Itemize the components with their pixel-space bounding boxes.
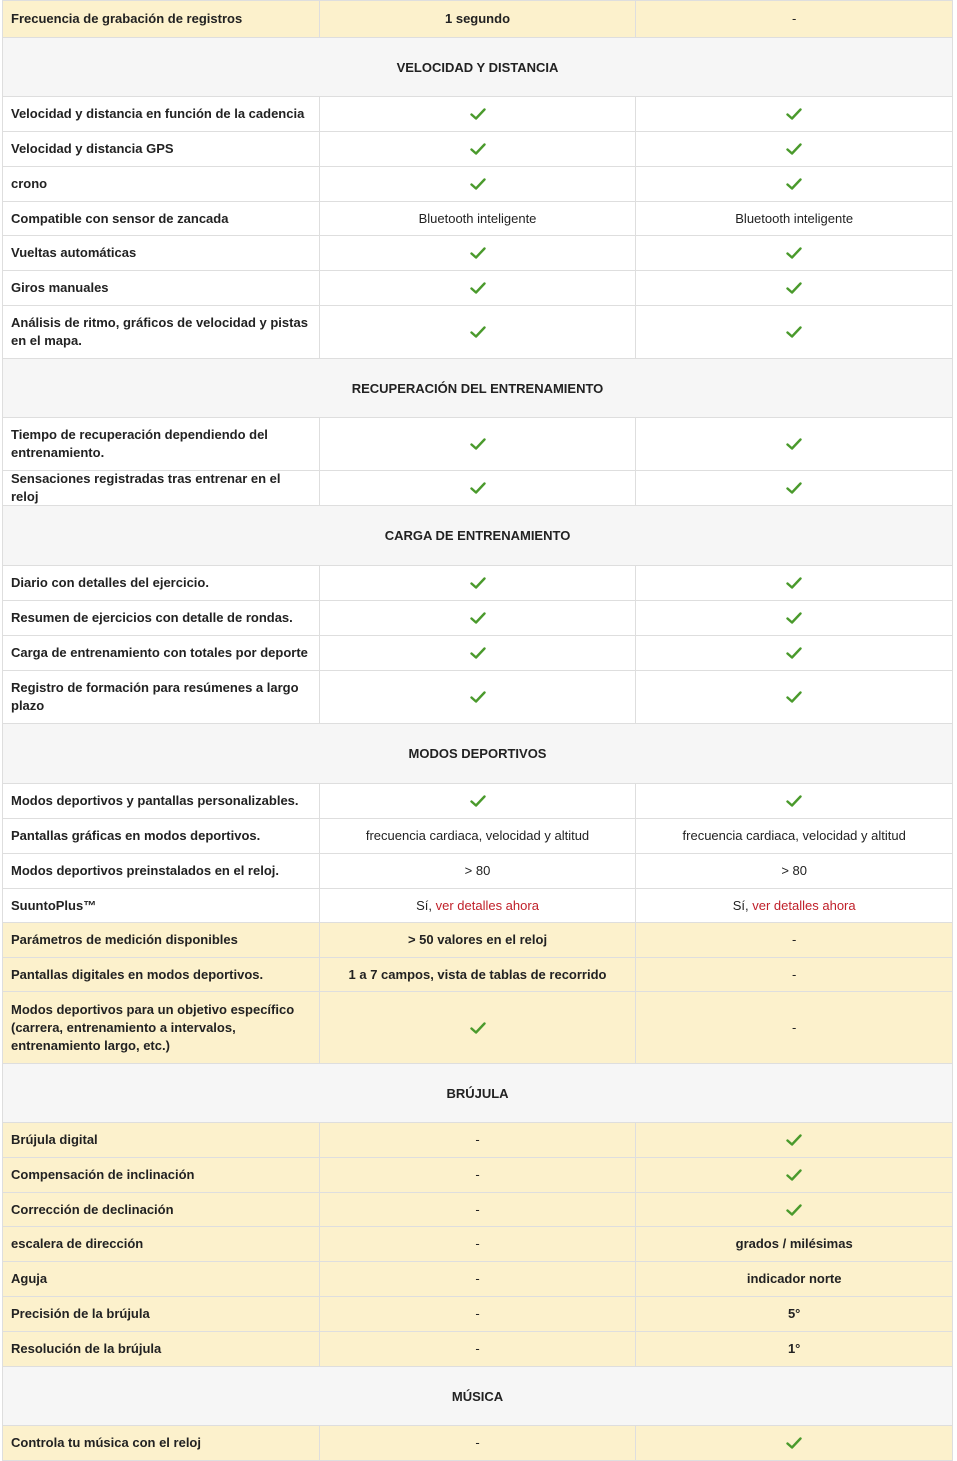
check-icon bbox=[470, 282, 486, 294]
cell-value: > 80 bbox=[781, 863, 808, 878]
table-row bbox=[2, 923, 953, 958]
product-b-value bbox=[636, 202, 953, 235]
product-a-value bbox=[320, 1123, 637, 1157]
check-icon bbox=[470, 691, 486, 703]
check-icon bbox=[470, 1022, 486, 1034]
check-icon bbox=[786, 1169, 802, 1181]
product-b-value bbox=[636, 1123, 953, 1157]
feature-label: Velocidad y distancia GPS bbox=[3, 132, 320, 166]
cell-value: - bbox=[475, 1271, 480, 1286]
product-b-value bbox=[636, 97, 953, 131]
feature-label: Modos deportivos preinstalados en el reloj. bbox=[3, 854, 320, 888]
product-b-value bbox=[636, 1332, 953, 1366]
table-row bbox=[2, 167, 953, 202]
product-b-value bbox=[636, 601, 953, 635]
check-icon bbox=[786, 326, 802, 338]
section-header bbox=[2, 506, 953, 566]
cell-value: - bbox=[792, 966, 797, 982]
product-b-value bbox=[636, 471, 953, 505]
table-row bbox=[2, 819, 953, 854]
check-icon bbox=[470, 482, 486, 494]
check-icon bbox=[470, 795, 486, 807]
feature-label: Controla tu música con el reloj bbox=[3, 1426, 320, 1460]
section-title: MODOS DEPORTIVOS bbox=[408, 746, 547, 761]
feature-label: Velocidad y distancia en función de la cadencia bbox=[3, 97, 320, 131]
product-a-value bbox=[320, 854, 637, 888]
value-prefix: Sí, bbox=[732, 897, 753, 913]
product-a-value bbox=[320, 601, 637, 635]
product-b-value bbox=[636, 132, 953, 166]
product-a-value bbox=[320, 271, 637, 305]
product-b-value bbox=[636, 636, 953, 670]
cell-value: > 50 valores en el reloj bbox=[407, 932, 548, 947]
product-b-value bbox=[636, 1, 953, 37]
cell-value bbox=[416, 897, 539, 915]
table-row bbox=[2, 306, 953, 359]
product-b-value bbox=[636, 271, 953, 305]
table-row bbox=[2, 601, 953, 636]
feature-label: Tiempo de recuperación dependiendo del entrenamiento. bbox=[3, 418, 320, 470]
check-icon bbox=[786, 247, 802, 259]
cell-value: > 80 bbox=[464, 863, 491, 878]
cell-value: - bbox=[792, 11, 797, 26]
table-row bbox=[2, 1, 953, 38]
feature-label: Compensación de inclinación bbox=[3, 1158, 320, 1192]
product-b-value bbox=[636, 992, 953, 1063]
cell-value: frecuencia cardiaca, velocidad y altitud bbox=[682, 828, 906, 843]
section-header bbox=[2, 1064, 953, 1123]
product-a-value bbox=[320, 636, 637, 670]
check-icon bbox=[470, 647, 486, 659]
cell-value: - bbox=[475, 1201, 480, 1217]
feature-label: Precisión de la brújula bbox=[3, 1297, 320, 1331]
check-icon bbox=[786, 282, 802, 294]
details-link[interactable]: ver detalles ahora bbox=[752, 897, 856, 913]
table-row bbox=[2, 132, 953, 167]
product-a-value bbox=[320, 889, 637, 922]
section-title: CARGA DE ENTRENAMIENTO bbox=[384, 528, 571, 543]
product-a-value bbox=[320, 132, 637, 166]
table-row bbox=[2, 671, 953, 724]
feature-label: Modos deportivos y pantallas personalizables. bbox=[3, 784, 320, 818]
check-icon bbox=[470, 143, 486, 155]
product-b-value bbox=[636, 854, 953, 888]
section-header bbox=[2, 724, 953, 784]
feature-label: Corrección de declinación bbox=[3, 1193, 320, 1226]
check-icon bbox=[470, 612, 486, 624]
product-b-value bbox=[636, 306, 953, 358]
product-b-value bbox=[636, 958, 953, 991]
check-icon bbox=[470, 326, 486, 338]
cell-value: frecuencia cardiaca, velocidad y altitud bbox=[365, 828, 590, 843]
check-icon bbox=[786, 612, 802, 624]
check-icon bbox=[786, 691, 802, 703]
check-icon bbox=[470, 108, 486, 120]
comparison-table bbox=[2, 0, 953, 1461]
product-a-value bbox=[320, 202, 637, 235]
feature-label: Aguja bbox=[3, 1262, 320, 1296]
section-title: MÚSICA bbox=[451, 1388, 504, 1404]
product-a-value bbox=[320, 1262, 637, 1296]
product-a-value bbox=[320, 1158, 637, 1192]
product-a-value bbox=[320, 819, 637, 853]
feature-label: crono bbox=[3, 167, 320, 201]
check-icon bbox=[786, 1437, 802, 1449]
product-b-value bbox=[636, 923, 953, 957]
product-b-value bbox=[636, 1426, 953, 1460]
cell-value: - bbox=[475, 1341, 480, 1356]
cell-value: 1 segundo bbox=[445, 11, 511, 26]
product-b-value bbox=[636, 889, 953, 922]
check-icon bbox=[786, 795, 802, 807]
cell-value: - bbox=[475, 1132, 480, 1147]
table-row bbox=[2, 236, 953, 271]
section-title: RECUPERACIÓN DEL ENTRENAMIENTO bbox=[351, 380, 604, 396]
details-link[interactable]: ver detalles ahora bbox=[435, 897, 539, 913]
product-b-value bbox=[636, 819, 953, 853]
product-a-value bbox=[320, 992, 637, 1063]
product-b-value bbox=[636, 671, 953, 723]
feature-label: Pantallas gráficas en modos deportivos. bbox=[3, 819, 320, 853]
product-a-value bbox=[320, 566, 637, 600]
cell-value: Bluetooth inteligente bbox=[735, 210, 854, 226]
feature-label: Parámetros de medición disponibles bbox=[3, 923, 320, 957]
feature-label: Modos deportivos para un objetivo específico (carrera, entrenamiento a intervalos, entrenamiento largo, etc.) bbox=[3, 992, 320, 1063]
product-a-value bbox=[320, 1193, 637, 1226]
cell-value bbox=[733, 897, 856, 915]
feature-label: Resumen de ejercicios con detalle de rondas. bbox=[3, 601, 320, 635]
table-row bbox=[2, 97, 953, 132]
product-a-value bbox=[320, 784, 637, 818]
product-b-value bbox=[636, 566, 953, 600]
cell-value: grados / milésimas bbox=[735, 1236, 853, 1251]
cell-value: - bbox=[475, 1167, 480, 1182]
check-icon bbox=[786, 577, 802, 589]
check-icon bbox=[470, 178, 486, 190]
check-icon bbox=[470, 577, 486, 589]
table-row bbox=[2, 418, 953, 471]
table-row bbox=[2, 854, 953, 889]
feature-label: Vueltas automáticas bbox=[3, 236, 320, 270]
feature-label: Carga de entrenamiento con totales por deporte bbox=[3, 636, 320, 670]
product-a-value bbox=[320, 97, 637, 131]
product-a-value bbox=[320, 1426, 637, 1460]
check-icon bbox=[786, 108, 802, 120]
check-icon bbox=[786, 1204, 802, 1216]
table-row bbox=[2, 1332, 953, 1367]
feature-label: Compatible con sensor de zancada bbox=[3, 202, 320, 235]
feature-label: Registro de formación para resúmenes a largo plazo bbox=[3, 671, 320, 723]
product-b-value bbox=[636, 1227, 953, 1261]
product-b-value bbox=[636, 1262, 953, 1296]
product-b-value bbox=[636, 1193, 953, 1226]
table-row bbox=[2, 1426, 953, 1461]
section-header bbox=[2, 359, 953, 418]
product-b-value bbox=[636, 1297, 953, 1331]
check-icon bbox=[786, 178, 802, 190]
product-a-value bbox=[320, 1227, 637, 1261]
cell-value: - bbox=[475, 1236, 480, 1251]
table-row bbox=[2, 1193, 953, 1227]
section-title: BRÚJULA bbox=[446, 1085, 509, 1101]
cell-value: 5° bbox=[787, 1306, 801, 1321]
section-header bbox=[2, 38, 953, 97]
product-a-value bbox=[320, 1297, 637, 1331]
check-icon bbox=[786, 143, 802, 155]
table-row bbox=[2, 1158, 953, 1193]
product-a-value bbox=[320, 958, 637, 991]
table-row bbox=[2, 1123, 953, 1158]
feature-label: escalera de dirección bbox=[3, 1227, 320, 1261]
table-row bbox=[2, 1262, 953, 1297]
product-a-value bbox=[320, 1332, 637, 1366]
check-icon bbox=[786, 647, 802, 659]
feature-label: Resolución de la brújula bbox=[3, 1332, 320, 1366]
table-row bbox=[2, 1297, 953, 1332]
cell-value: indicador norte bbox=[746, 1271, 842, 1286]
feature-label: Brújula digital bbox=[3, 1123, 320, 1157]
cell-value: - bbox=[792, 1019, 797, 1035]
feature-label: SuuntoPlus™ bbox=[3, 889, 320, 922]
cell-value: - bbox=[792, 932, 797, 947]
product-a-value bbox=[320, 671, 637, 723]
product-b-value bbox=[636, 784, 953, 818]
table-row bbox=[2, 1227, 953, 1262]
table-row bbox=[2, 271, 953, 306]
table-row bbox=[2, 636, 953, 671]
feature-label: Sensaciones registradas tras entrenar en el reloj bbox=[3, 471, 320, 505]
product-b-value bbox=[636, 418, 953, 470]
product-a-value bbox=[320, 1, 637, 37]
table-row bbox=[2, 784, 953, 819]
product-a-value bbox=[320, 418, 637, 470]
table-row bbox=[2, 202, 953, 236]
product-a-value bbox=[320, 236, 637, 270]
table-row bbox=[2, 566, 953, 601]
cell-value: 1 a 7 campos, vista de tablas de recorrido bbox=[348, 966, 607, 982]
feature-label: Pantallas digitales en modos deportivos. bbox=[3, 958, 320, 991]
product-b-value bbox=[636, 1158, 953, 1192]
check-icon bbox=[470, 438, 486, 450]
check-icon bbox=[470, 247, 486, 259]
feature-label: Giros manuales bbox=[3, 271, 320, 305]
product-b-value bbox=[636, 236, 953, 270]
check-icon bbox=[786, 1134, 802, 1146]
check-icon bbox=[786, 482, 802, 494]
product-a-value bbox=[320, 923, 637, 957]
product-b-value bbox=[636, 167, 953, 201]
check-icon bbox=[786, 438, 802, 450]
section-header bbox=[2, 1367, 953, 1426]
value-prefix: Sí, bbox=[416, 897, 436, 913]
table-row bbox=[2, 889, 953, 923]
section-title: VELOCIDAD Y DISTANCIA bbox=[396, 59, 559, 75]
table-row bbox=[2, 958, 953, 992]
cell-value: - bbox=[475, 1435, 480, 1450]
product-a-value bbox=[320, 306, 637, 358]
feature-label: Diario con detalles del ejercicio. bbox=[3, 566, 320, 600]
feature-label: Frecuencia de grabación de registros bbox=[3, 1, 320, 37]
cell-value: 1° bbox=[787, 1341, 801, 1356]
cell-value: Bluetooth inteligente bbox=[418, 210, 537, 226]
feature-label: Análisis de ritmo, gráficos de velocidad y pistas en el mapa. bbox=[3, 306, 320, 358]
product-a-value bbox=[320, 471, 637, 505]
cell-value: - bbox=[475, 1306, 480, 1321]
table-row bbox=[2, 992, 953, 1064]
product-a-value bbox=[320, 167, 637, 201]
table-row bbox=[2, 471, 953, 506]
